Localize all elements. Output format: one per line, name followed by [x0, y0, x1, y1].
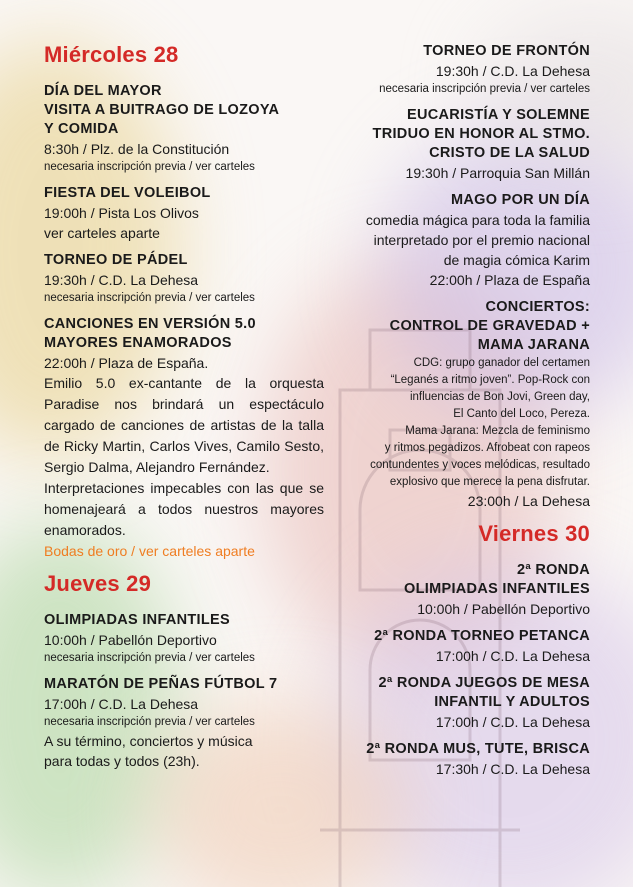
- event-dia-del-mayor: [44, 82, 324, 176]
- event-description: explosivo que merece la pena disfrutar.: [389, 476, 590, 488]
- event-description: influencias de Bon Jovi, Green day,: [409, 391, 590, 403]
- day-heading-miercoles: Miércoles 28: [44, 42, 179, 67]
- event-title: MAGO POR UN DÍA: [450, 192, 590, 208]
- event-title: INFANTIL Y ADULTOS: [434, 694, 590, 710]
- event-mago-por-un-dia: [318, 191, 590, 290]
- event-description: comedia mágica para toda la familia: [365, 212, 590, 228]
- event-title: 2ª RONDA MUS, TUTE, BRISCA: [366, 741, 590, 757]
- event-title: 2ª RONDA JUEGOS DE MESA: [378, 675, 590, 691]
- event-description: Interpretaciones impecables con las que se homenajeará a todos nuestros mayores enamorados.: [44, 480, 324, 538]
- event-description: de magia cómica Karim: [443, 252, 590, 268]
- event-time-place: 23:00h / La Dehesa: [467, 493, 590, 509]
- event-time-place: 19:30h / Parroquia San Millán: [405, 165, 590, 181]
- event-torneo-fronton: [318, 42, 590, 98]
- event-title: CONTROL DE GRAVEDAD +: [389, 318, 590, 334]
- event-eucaristia: [318, 106, 590, 183]
- event-segunda-ronda-juegos-mesa: [318, 674, 590, 732]
- event-title: DÍA DEL MAYOR: [44, 83, 162, 99]
- event-title: 2ª RONDA TORNEO PETANCA: [374, 628, 590, 644]
- event-description: El Canto del Loco, Pereza.: [453, 408, 590, 420]
- event-title: EUCARISTÍA Y SOLEMNE: [407, 107, 590, 123]
- event-time-place: 22:00h / Plaza de España: [429, 272, 590, 288]
- event-title: CANCIONES EN VERSIÓN 5.0: [44, 316, 256, 332]
- event-note: necesaria inscripción previa / ver carteles: [44, 161, 255, 173]
- event-description: CDG: grupo ganador del certamen: [413, 357, 590, 369]
- event-torneo-padel: [44, 251, 324, 307]
- right-column: [318, 42, 590, 787]
- event-note: necesaria inscripción previa / ver carteles: [44, 652, 255, 664]
- event-time-place: 19:00h / Pista Los Olivos: [44, 205, 199, 221]
- day-heading-viernes: Viernes 30: [478, 521, 590, 546]
- event-title: TRIDUO EN HONOR AL STMO.: [372, 126, 590, 142]
- event-maraton-penas: [44, 675, 324, 771]
- event-time-place: 10:00h / Pabellón Deportivo: [417, 601, 590, 617]
- event-olimpiadas-infantiles: [44, 611, 324, 667]
- event-time-place: 8:30h / Plz. de la Constitución: [44, 141, 230, 157]
- event-title: 2ª RONDA: [516, 562, 590, 578]
- event-time-place: 17:00h / C.D. La Dehesa: [435, 648, 590, 664]
- event-description: “Leganés a ritmo joven”. Pop-Rock con: [390, 374, 590, 386]
- event-time-place: 17:00h / C.D. La Dehesa: [44, 696, 199, 712]
- event-segunda-ronda-olimpiadas: [318, 561, 590, 619]
- event-note: necesaria inscripción previa / ver carteles: [44, 292, 255, 304]
- event-note: necesaria inscripción previa / ver carteles: [379, 83, 590, 95]
- event-time-place: 17:30h / C.D. La Dehesa: [435, 761, 590, 777]
- event-time-place: 17:00h / C.D. La Dehesa: [435, 714, 590, 730]
- event-title: VISITA A BUITRAGO DE LOZOYA: [44, 102, 280, 118]
- event-description: Emilio 5.0 ex-cantante de la orquesta Paradise nos brindará un espectáculo cargado de canciones de artistas de la talla de Ricky Martin, Carlos Vives, Camilo Sesto, Sergio Dalma, Alejandro Fernández.: [44, 375, 324, 475]
- event-description: A su término, conciertos y música: [44, 733, 253, 749]
- event-description: contundentes y voces melódicas, resultado: [370, 459, 590, 471]
- event-canciones-version: [44, 315, 324, 561]
- event-title: TORNEO DE FRONTÓN: [423, 43, 590, 59]
- event-time-place: 10:00h / Pabellón Deportivo: [44, 632, 217, 648]
- event-time-place: 22:00h / Plaza de España.: [44, 355, 209, 371]
- event-description: interpretado por el premio nacional: [373, 232, 590, 248]
- event-highlight-note: Bodas de oro / ver carteles aparte: [44, 543, 255, 559]
- event-title: Y COMIDA: [44, 121, 119, 137]
- event-time-place: 19:30h / C.D. La Dehesa: [44, 272, 199, 288]
- event-note: ver carteles aparte: [44, 225, 160, 241]
- event-title: CRISTO DE LA SALUD: [429, 145, 590, 161]
- event-conciertos: [318, 298, 590, 511]
- event-note: necesaria inscripción previa / ver carteles: [44, 716, 255, 728]
- event-description: y ritmos pegadizos. Afrobeat con rapeos: [384, 442, 590, 454]
- event-title: MAMA JARANA: [477, 337, 590, 353]
- event-segunda-ronda-petanca: [318, 627, 590, 666]
- event-title: OLIMPIADAS INFANTILES: [404, 581, 590, 597]
- event-time-place: 19:30h / C.D. La Dehesa: [435, 63, 590, 79]
- left-column: [44, 42, 324, 779]
- event-title: MARATÓN DE PEÑAS FÚTBOL 7: [44, 676, 278, 692]
- event-fiesta-voleibol: [44, 184, 324, 243]
- event-title: OLIMPIADAS INFANTILES: [44, 612, 230, 628]
- event-title: FIESTA DEL VOLEIBOL: [44, 185, 211, 201]
- event-description: Mama Jarana: Mezcla de feminismo: [405, 425, 590, 437]
- event-title: CONCIERTOS:: [485, 299, 590, 315]
- event-title: MAYORES ENAMORADOS: [44, 335, 232, 351]
- day-heading-jueves: Jueves 29: [44, 571, 151, 596]
- event-segunda-ronda-mus: [318, 740, 590, 779]
- event-title: TORNEO DE PÁDEL: [44, 252, 188, 268]
- event-description: para todas y todos (23h).: [44, 753, 200, 769]
